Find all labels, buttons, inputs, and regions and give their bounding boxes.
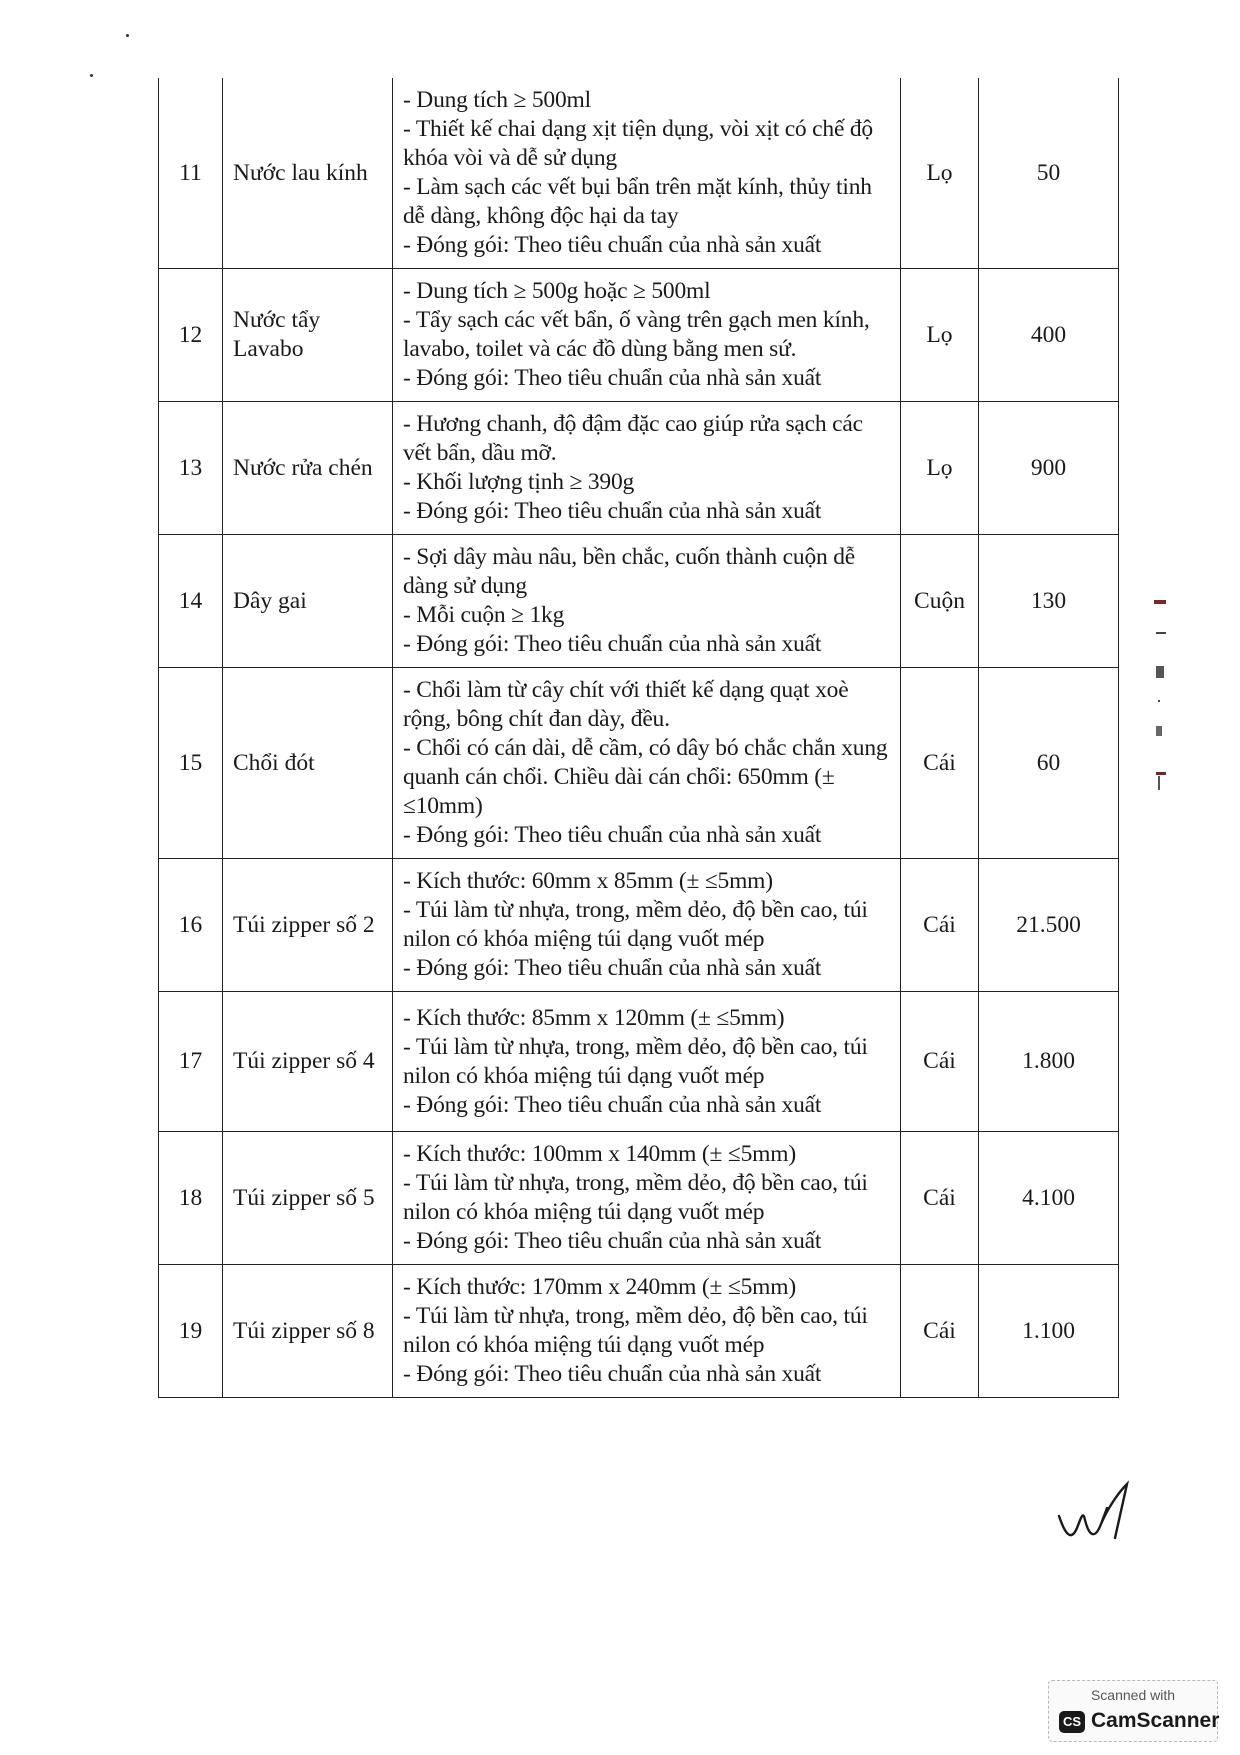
item-unit: Cái — [901, 859, 979, 992]
item-number: 16 — [159, 859, 223, 992]
item-specification — [393, 402, 901, 535]
item-unit: Lọ — [901, 402, 979, 535]
item-name: Nước lau kính — [223, 78, 393, 269]
item-quantity: 400 — [979, 269, 1119, 402]
product-spec-table — [158, 78, 1118, 1398]
spec-line: - Túi làm từ nhựa, trong, mềm dẻo, độ bền cao, túi nilon có khóa miệng túi dạng vuốt mép — [403, 1033, 868, 1089]
item-specification — [393, 859, 901, 992]
spec-line: - Dung tích ≥ 500g hoặc ≥ 500ml — [403, 278, 711, 304]
spec-line: - Thiết kế chai dạng xịt tiện dụng, vòi xịt có chế độ khóa vòi và dễ sử dụng — [403, 116, 873, 171]
item-name: Chổi đót — [223, 668, 393, 859]
spec-line: - Đóng gói: Theo tiêu chuẩn của nhà sản xuất — [403, 955, 822, 981]
item-quantity: 1.100 — [979, 1265, 1119, 1398]
spec-line: - Chổi có cán dài, dễ cầm, có dây bó chắc chắn xung quanh cán chổi. Chiều dài cán chổi: 650mm (± ≤10mm) — [403, 735, 888, 819]
spec-line: - Sợi dây màu nâu, bền chắc, cuốn thành cuộn dễ dàng sử dụng — [403, 544, 855, 599]
item-number: 17 — [159, 992, 223, 1132]
spec-line: - Đóng gói: Theo tiêu chuẩn của nhà sản xuất — [403, 1361, 822, 1387]
item-quantity: 1.800 — [979, 992, 1119, 1132]
spec-line: - Hương chanh, độ đậm đặc cao giúp rửa sạch các vết bẩn, dầu mỡ. — [403, 411, 863, 466]
spec-line: - Khối lượng tịnh ≥ 390g — [403, 469, 635, 495]
item-quantity: 50 — [979, 78, 1119, 269]
spec-line: - Kích thước: 60mm x 85mm (± ≤5mm) — [403, 868, 773, 894]
spec-line: - Đóng gói: Theo tiêu chuẩn của nhà sản xuất — [403, 232, 822, 258]
spec-line: - Chổi làm từ cây chít với thiết kế dạng quạt xoè rộng, bông chít đan dày, đều. — [403, 677, 849, 732]
item-specification — [393, 992, 901, 1132]
item-number: 14 — [159, 535, 223, 668]
camscanner-logo-icon: CS — [1059, 1711, 1085, 1733]
item-name: Nước tẩy Lavabo — [223, 269, 393, 402]
item-number: 12 — [159, 269, 223, 402]
item-specification — [393, 1265, 901, 1398]
item-unit: Cuộn — [901, 535, 979, 668]
item-unit: Cái — [901, 1265, 979, 1398]
scan-speck — [126, 34, 129, 37]
spec-line: - Đóng gói: Theo tiêu chuẩn của nhà sản xuất — [403, 631, 822, 657]
item-unit: Cái — [901, 992, 979, 1132]
table-row — [159, 992, 1119, 1132]
item-name: Túi zipper số 2 — [223, 859, 393, 992]
item-name: Túi zipper số 8 — [223, 1265, 393, 1398]
item-number: 13 — [159, 402, 223, 535]
spec-line: - Dung tích ≥ 500ml — [403, 87, 591, 113]
item-specification — [393, 269, 901, 402]
edge-marks — [1152, 600, 1168, 810]
spec-line: - Kích thước: 170mm x 240mm (± ≤5mm) — [403, 1274, 796, 1300]
item-number: 15 — [159, 668, 223, 859]
item-quantity: 60 — [979, 668, 1119, 859]
item-number: 11 — [159, 78, 223, 269]
table-row — [159, 668, 1119, 859]
scan-speck — [90, 74, 93, 77]
item-number: 18 — [159, 1132, 223, 1265]
spec-line: - Mỗi cuộn ≥ 1kg — [403, 602, 565, 628]
spec-line: - Đóng gói: Theo tiêu chuẩn của nhà sản xuất — [403, 822, 822, 848]
item-name: Dây gai — [223, 535, 393, 668]
table-row — [159, 1132, 1119, 1265]
item-specification — [393, 78, 901, 269]
table-row — [159, 78, 1119, 269]
spec-line: - Đóng gói: Theo tiêu chuẩn của nhà sản xuất — [403, 365, 822, 391]
spec-line: - Túi làm từ nhựa, trong, mềm dẻo, độ bền cao, túi nilon có khóa miệng túi dạng vuốt mép — [403, 897, 868, 952]
spec-line: - Túi làm từ nhựa, trong, mềm dẻo, độ bền cao, túi nilon có khóa miệng túi dạng vuốt mép — [403, 1303, 868, 1358]
table-row — [159, 402, 1119, 535]
item-unit: Lọ — [901, 78, 979, 269]
table-row — [159, 535, 1119, 668]
spec-line: - Kích thước: 85mm x 120mm (± ≤5mm) — [403, 1004, 785, 1031]
spec-line: - Tẩy sạch các vết bẩn, ố vàng trên gạch men kính, lavabo, toilet và các đồ dùng bằng men sứ. — [403, 307, 870, 362]
table-row — [159, 859, 1119, 992]
watermark-caption: Scanned with — [1090, 1687, 1176, 1703]
item-name: Túi zipper số 4 — [223, 992, 393, 1132]
spec-line: - Túi làm từ nhựa, trong, mềm dẻo, độ bền cao, túi nilon có khóa miệng túi dạng vuốt mép — [403, 1170, 868, 1225]
item-unit: Cái — [901, 668, 979, 859]
spec-line: - Đóng gói: Theo tiêu chuẩn của nhà sản xuất — [403, 1228, 822, 1254]
table-row — [159, 1265, 1119, 1398]
item-specification — [393, 668, 901, 859]
watermark-brand: CamScanner — [1091, 1709, 1220, 1732]
item-specification — [393, 1132, 901, 1265]
spec-line: - Kích thước: 100mm x 140mm (± ≤5mm) — [403, 1141, 796, 1167]
item-quantity: 130 — [979, 535, 1119, 668]
item-name: Nước rửa chén — [223, 402, 393, 535]
item-number: 19 — [159, 1265, 223, 1398]
item-quantity: 900 — [979, 402, 1119, 535]
spec-line: - Đóng gói: Theo tiêu chuẩn của nhà sản xuất — [403, 498, 822, 524]
table-row — [159, 269, 1119, 402]
camscanner-watermark — [1048, 1680, 1218, 1742]
item-unit: Cái — [901, 1132, 979, 1265]
initials-signature — [1055, 1480, 1145, 1550]
item-quantity: 4.100 — [979, 1132, 1119, 1265]
spec-line: - Làm sạch các vết bụi bẩn trên mặt kính, thủy tinh dễ dàng, không độc hại da tay — [403, 174, 872, 229]
item-specification — [393, 535, 901, 668]
item-quantity: 21.500 — [979, 859, 1119, 992]
spec-line: - Đóng gói: Theo tiêu chuẩn của nhà sản xuất — [403, 1091, 822, 1118]
item-unit: Lọ — [901, 269, 979, 402]
item-name: Túi zipper số 5 — [223, 1132, 393, 1265]
